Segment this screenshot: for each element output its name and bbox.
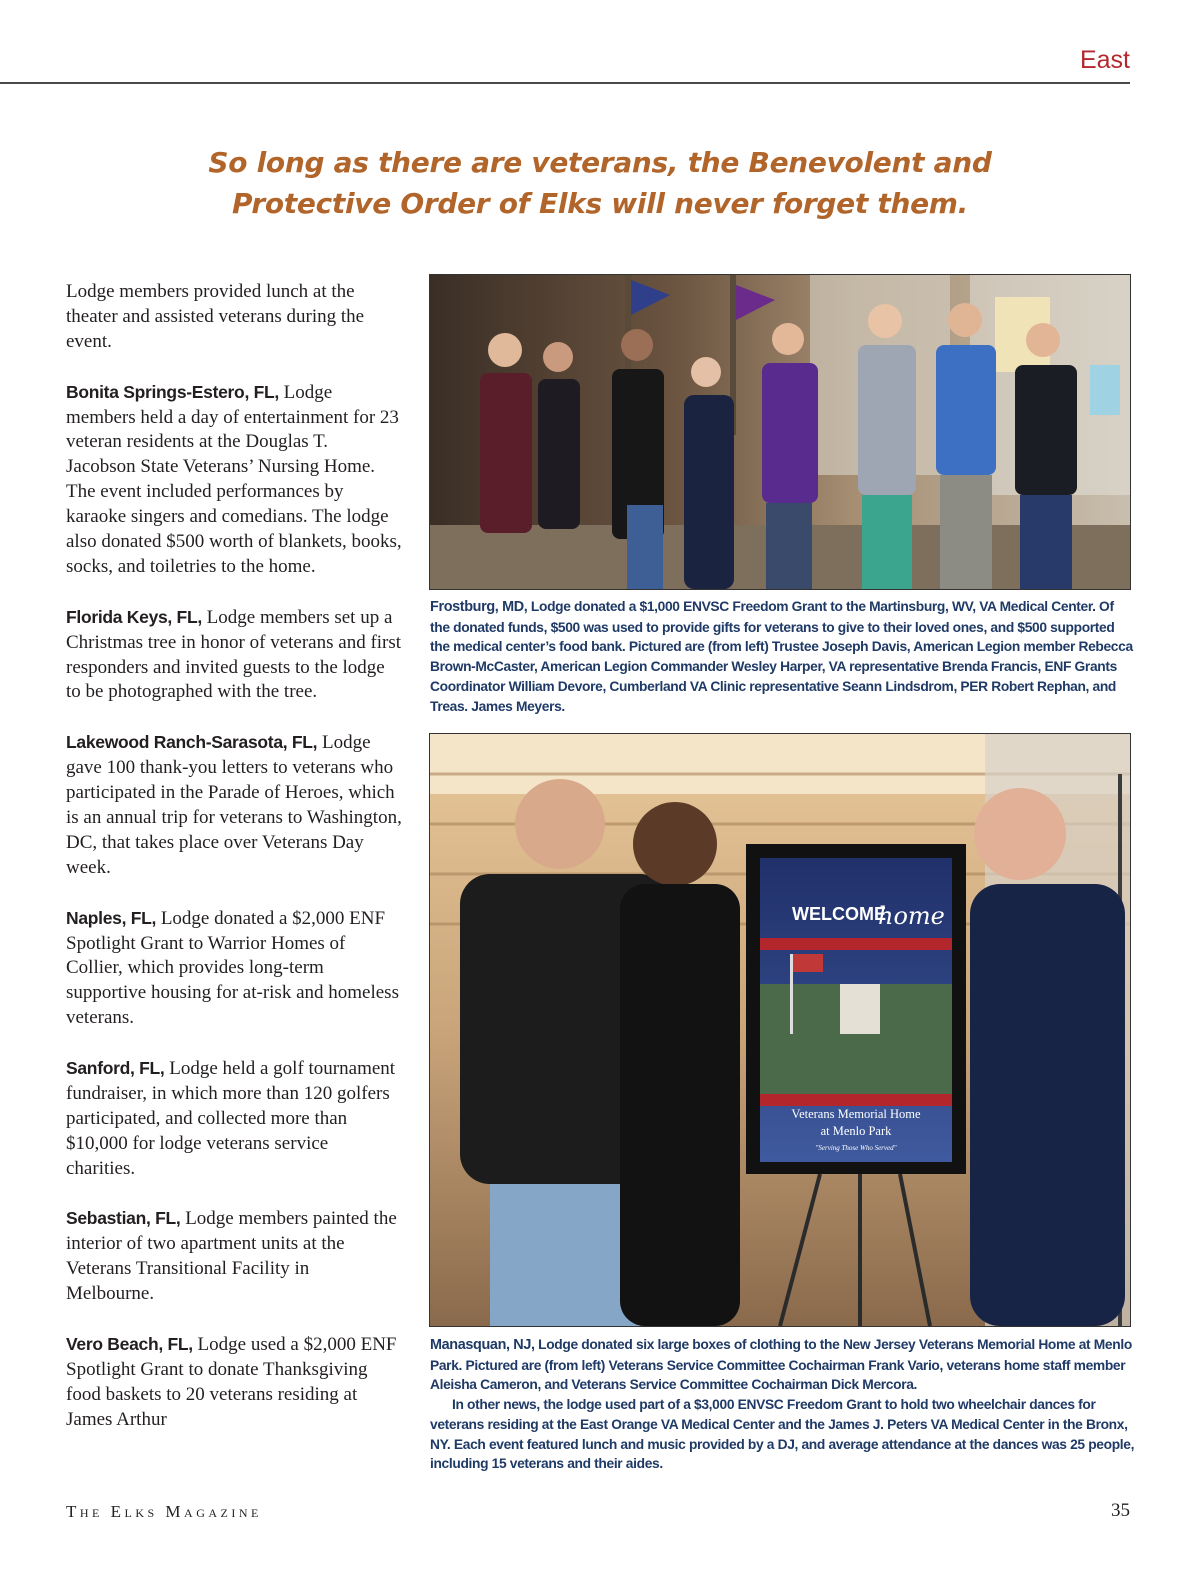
paragraph-text: Lodge members painted the interior of two apartment units at the Veterans Transitional Facility in Melbourne. xyxy=(66,1208,397,1305)
poster-title-line-2: at Menlo Park xyxy=(820,1124,892,1138)
paragraph-text: Lodge held a golf tournament fundraiser, in which more than 120 golfers participated, and collected more than $10,000 for lodge veterans service charities. xyxy=(66,1058,396,1179)
lodge-name: Sanford, FL, xyxy=(66,1058,165,1079)
article-paragraph xyxy=(66,280,402,355)
article-paragraph xyxy=(66,605,402,706)
article-paragraph xyxy=(66,1206,402,1307)
caption-paragraph-more: In other news, the lodge used part of a $3,000 ENVSC Freedom Grant to hold two wheelchair dances for veterans residing at the East Orange VA Medical Center and the James J. Peters VA Medical Center in the Bronx, NY. Each event featured lunch and music provided by a DJ, and average attendance at the dances was 25 people, including 15 veterans and their aides. xyxy=(430,1397,1135,1472)
lodge-name: Florida Keys, FL, xyxy=(66,606,202,627)
photo-caption-frostburg xyxy=(430,597,1135,716)
lodge-name: Vero Beach, FL, xyxy=(66,1333,193,1354)
group-photo-illustration xyxy=(430,275,1130,589)
article-paragraph xyxy=(66,906,402,1032)
lodge-name: Lakewood Ranch-Sarasota, FL, xyxy=(66,732,318,753)
pull-quote xyxy=(150,142,1050,224)
pull-quote-line-1: So long as there are veterans, the Benevolent and xyxy=(208,146,992,179)
photo-caption-manasquan xyxy=(430,1335,1135,1474)
paragraph-text: Lodge members set up a Christmas tree in honor of veterans and first responders and invited guests to the lodge to be photographed with the tree. xyxy=(66,606,402,703)
top-rule xyxy=(0,82,1130,84)
paragraph-text: Lodge members provided lunch at the theater and assisted veterans during the event. xyxy=(66,281,365,352)
article-paragraph xyxy=(66,730,402,880)
paragraph-text: Lodge gave 100 thank-you letters to veterans who participated in the Parade of Heroes, which is an annual trip for veterans to Washington, DC, that takes place over Veterans Day week. xyxy=(66,732,402,878)
article-paragraph xyxy=(66,1332,402,1433)
caption-paragraph xyxy=(430,597,1135,716)
pull-quote-line-2: Protective Order of Elks will never forget them. xyxy=(231,187,969,220)
page-number: 35 xyxy=(1111,1500,1130,1521)
lodge-name: Bonita Springs-Estero, FL, xyxy=(66,381,279,402)
caption-lodge-name: Manasquan, NJ, xyxy=(430,1337,535,1353)
article-paragraph xyxy=(66,1056,402,1182)
group-photo-manasquan xyxy=(429,733,1131,1327)
group-photo-frostburg xyxy=(429,274,1131,590)
poster-tagline: "Serving Those Who Served" xyxy=(815,1144,897,1152)
caption-text: Lodge donated a $1,000 ENVSC Freedom Grant to the Martinsburg, WV, VA Medical Center. Of the donated funds, $500 was used to provide gifts for veterans to give to their loved ones, and $500 supported the medical center’s food bank. Pictured are (from left) Trustee Joseph Davis, American Legion member Rebecca Brown-McCaster, American Legion Commander Wesley Harper, VA representative Brenda Francis, ENF Grants Coordinator William Devore, Cumberland VA Clinic representative Seann Lindsdrom, PER Robert Rephan, and Treas. James Meyers. xyxy=(430,599,1133,714)
caption-lodge-name: Frostburg, MD, xyxy=(430,599,528,615)
paragraph-text: Lodge donated a $2,000 ENF Spotlight Grant to Warrior Homes of Collier, which provides long-term supportive housing for at-risk and homeless veterans. xyxy=(66,907,399,1029)
article-paragraph xyxy=(66,380,402,580)
caption-text: Lodge donated six large boxes of clothing to the New Jersey Veterans Memorial Home at Menlo Park. Pictured are (from left) Veterans Service Committee Cochairman Frank Vario, veterans home staff member Aleisha Cameron, and Veterans Service Committee Cochairman Dick Mercora. xyxy=(430,1337,1132,1393)
poster-home-script: home xyxy=(878,902,945,930)
paragraph-text: Lodge used a $2,000 ENF Spotlight Grant to donate Thanksgiving food baskets to 20 veterans residing at James Arthur xyxy=(66,1333,397,1430)
section-tag: East xyxy=(1079,46,1130,74)
magazine-name: The Elks Magazine xyxy=(66,1502,262,1521)
poster-welcome-text: WELCOME xyxy=(792,904,886,924)
caption-paragraph xyxy=(430,1335,1135,1395)
poster-photo-illustration xyxy=(430,734,1130,1326)
paragraph-text: Lodge members held a day of entertainment for 23 veteran residents at the Douglas T. Jacobson State Veterans’ Nursing Home. The event included performances by karaoke singers and comedians. The lodge also donated $500 worth of blankets, books, socks, and toiletries to the home. xyxy=(66,381,402,577)
left-column xyxy=(66,280,402,1475)
lodge-name: Sebastian, FL, xyxy=(66,1208,181,1229)
lodge-name: Naples, FL, xyxy=(66,907,157,928)
poster-title-line-1: Veterans Memorial Home xyxy=(791,1107,921,1121)
